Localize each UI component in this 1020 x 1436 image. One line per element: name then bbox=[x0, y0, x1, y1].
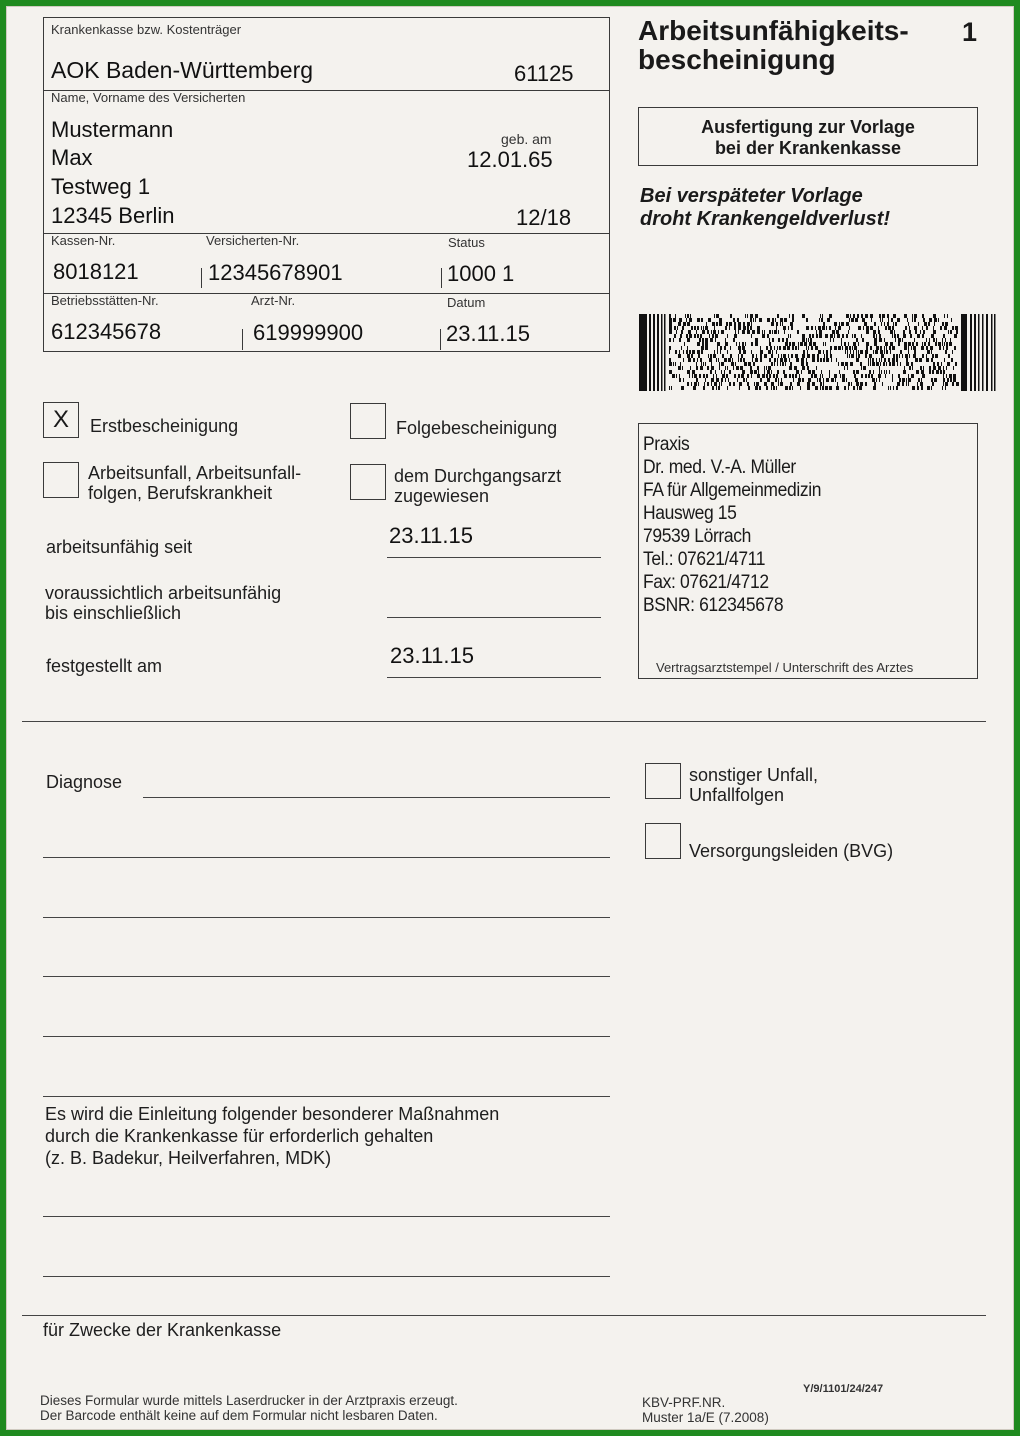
pdf417-barcode bbox=[639, 314, 997, 391]
arbeitsunfall-label bbox=[88, 463, 301, 503]
card-valid-until: 12/18 bbox=[516, 205, 572, 230]
versicherten-nr-label: Versicherten-Nr. bbox=[206, 233, 300, 248]
kassen-nr: 8018121 bbox=[53, 259, 139, 284]
stamp-line: Dr. med. V.-A. Müller bbox=[643, 457, 796, 478]
durchgangsarzt-label-line1: dem Durchgangsarzt bbox=[394, 466, 562, 486]
kbv-number: KBV-PRF.NR. bbox=[642, 1395, 726, 1410]
muster-version: Muster 1a/E (7.2008) bbox=[642, 1410, 769, 1425]
stamp-line: FA für Allgemeinmedizin bbox=[643, 480, 822, 501]
bis-label-line1: voraussichtlich arbeitsunfähig bbox=[45, 583, 282, 603]
patient-first-name: Max bbox=[51, 145, 93, 170]
festgestellt-underline bbox=[387, 677, 601, 678]
kassen-nr-label: Kassen-Nr. bbox=[51, 233, 116, 248]
stamp-line: Praxis bbox=[643, 434, 690, 455]
versorgungsleiden-label: Versorgungsleiden (BVG) bbox=[689, 841, 894, 861]
diagnose-line[interactable] bbox=[43, 917, 610, 918]
diagnose-line[interactable] bbox=[43, 976, 610, 977]
folgebescheinigung-label: Folgebescheinigung bbox=[396, 418, 558, 438]
seit-underline bbox=[387, 557, 601, 558]
measures-line2: durch die Krankenkasse für erforderlich gehalten bbox=[45, 1126, 434, 1146]
section-divider bbox=[22, 1315, 986, 1316]
patient-city: 12345 Berlin bbox=[51, 203, 175, 228]
erstbescheinigung-label: Erstbescheinigung bbox=[90, 416, 239, 436]
seit-label: arbeitsunfähig seit bbox=[46, 537, 193, 557]
bis-underline bbox=[387, 617, 601, 618]
measures-line3: (z. B. Badekur, Heilverfahren, MDK) bbox=[45, 1148, 332, 1168]
arbeitsunfall-label-line2: folgen, Berufskrankheit bbox=[88, 483, 273, 503]
festgestellt-label: festgestellt am bbox=[46, 656, 163, 676]
durchgangsarzt-label bbox=[394, 466, 561, 506]
au-form-sheet bbox=[6, 6, 1014, 1430]
diagnose-label: Diagnose bbox=[46, 772, 123, 792]
divider bbox=[43, 233, 610, 234]
stamp-line: Tel.: 07621/4711 bbox=[643, 549, 766, 570]
diagnose-line[interactable] bbox=[43, 1096, 610, 1097]
durchgangsarzt-label-line2: zugewiesen bbox=[394, 486, 490, 506]
patient-street: Testweg 1 bbox=[51, 174, 151, 199]
form-version bbox=[642, 1395, 769, 1425]
footer-note bbox=[40, 1393, 458, 1423]
sonstiger-unfall-label bbox=[689, 765, 818, 805]
stamp-line: BSNR: 612345678 bbox=[643, 595, 784, 616]
stamp-line: Fax: 07621/4712 bbox=[643, 572, 769, 593]
patient-last-name: Mustermann bbox=[51, 117, 174, 142]
stamp-line: Hausweg 15 bbox=[643, 503, 737, 524]
late-warning-line1: Bei verspäteter Vorlage bbox=[640, 185, 863, 207]
seit-value[interactable]: 23.11.15 bbox=[389, 523, 474, 548]
copy-number: 1 bbox=[962, 17, 978, 47]
stamp-caption: Vertragsarztstempel / Unterschrift des Arztes bbox=[656, 660, 914, 675]
status-label: Status bbox=[448, 235, 485, 250]
datum: 23.11.15 bbox=[446, 321, 531, 346]
stamp-text bbox=[643, 433, 963, 617]
versorgungsleiden-checkbox[interactable] bbox=[645, 823, 681, 859]
late-warning-line2: droht Krankengeldverlust! bbox=[640, 208, 891, 230]
erstbescheinigung-checkbox[interactable]: X bbox=[43, 402, 79, 438]
status: 1000 1 bbox=[447, 261, 515, 286]
kasse-purpose-label: für Zwecke der Krankenkasse bbox=[43, 1320, 282, 1340]
measures-line[interactable] bbox=[43, 1276, 610, 1277]
bis-label bbox=[45, 583, 281, 623]
tick bbox=[201, 268, 202, 288]
sonstiger-unfall-label-line2: Unfallfolgen bbox=[689, 785, 785, 805]
insurer-name: AOK Baden-Württemberg bbox=[51, 57, 314, 83]
section-divider bbox=[22, 721, 986, 722]
copy-purpose-box bbox=[638, 107, 978, 166]
arbeitsunfall-label-line1: Arbeitsunfall, Arbeitsunfall- bbox=[88, 463, 302, 483]
insurer-label: Krankenkasse bzw. Kostenträger bbox=[51, 22, 242, 37]
diagnose-line[interactable] bbox=[43, 857, 610, 858]
footer-note-line1: Dieses Formular wurde mittels Laserdrucker in der Arztpraxis erzeugt. bbox=[40, 1393, 458, 1408]
folgebescheinigung-checkbox[interactable] bbox=[350, 403, 386, 439]
name-label: Name, Vorname des Versicherten bbox=[51, 90, 246, 105]
betriebsstaetten-label: Betriebsstätten-Nr. bbox=[51, 293, 159, 308]
arbeitsunfall-checkbox[interactable] bbox=[43, 462, 79, 498]
durchgangsarzt-checkbox[interactable] bbox=[350, 464, 386, 500]
diagnose-line[interactable] bbox=[43, 1036, 610, 1037]
tick bbox=[440, 329, 441, 350]
arzt-nr: 619999900 bbox=[253, 320, 364, 345]
copy-purpose-line1: Ausfertigung zur Vorlage bbox=[701, 117, 915, 137]
copy-purpose-line2: bei der Krankenkasse bbox=[714, 138, 902, 158]
late-warning bbox=[640, 185, 890, 231]
form-title-line1: Arbeitsunfähigkeits- bbox=[638, 15, 909, 46]
bis-label-line2: bis einschließlich bbox=[45, 603, 182, 623]
form-code: Y/9/1101/24/247 bbox=[803, 1383, 884, 1395]
footer-note-line2: Der Barcode enthält keine auf dem Formular nicht lesbaren Daten. bbox=[40, 1408, 438, 1423]
dob-label: geb. am bbox=[501, 131, 552, 147]
measures-line1: Es wird die Einleitung folgender besonderer Maßnahmen bbox=[45, 1104, 500, 1124]
diagnose-line[interactable] bbox=[143, 797, 610, 798]
sonstiger-unfall-label-line1: sonstiger Unfall, bbox=[689, 765, 819, 785]
versicherten-nr: 12345678901 bbox=[208, 260, 343, 285]
arzt-nr-label: Arzt-Nr. bbox=[251, 293, 296, 308]
stamp-line: 79539 Lörrach bbox=[643, 526, 751, 547]
tick bbox=[441, 268, 442, 288]
measures-line[interactable] bbox=[43, 1216, 610, 1217]
festgestellt-value[interactable]: 23.11.15 bbox=[390, 643, 475, 668]
form-title-line2: bescheinigung bbox=[638, 44, 836, 75]
doctor-stamp-box bbox=[638, 423, 978, 679]
patient-dob: 12.01.65 bbox=[467, 147, 553, 172]
measures-text bbox=[45, 1103, 499, 1169]
datum-label: Datum bbox=[447, 295, 486, 310]
insurer-code: 61125 bbox=[514, 61, 574, 86]
betriebsstaetten-nr: 612345678 bbox=[51, 319, 162, 344]
tick bbox=[242, 329, 243, 350]
sonstiger-unfall-checkbox[interactable] bbox=[645, 763, 681, 799]
